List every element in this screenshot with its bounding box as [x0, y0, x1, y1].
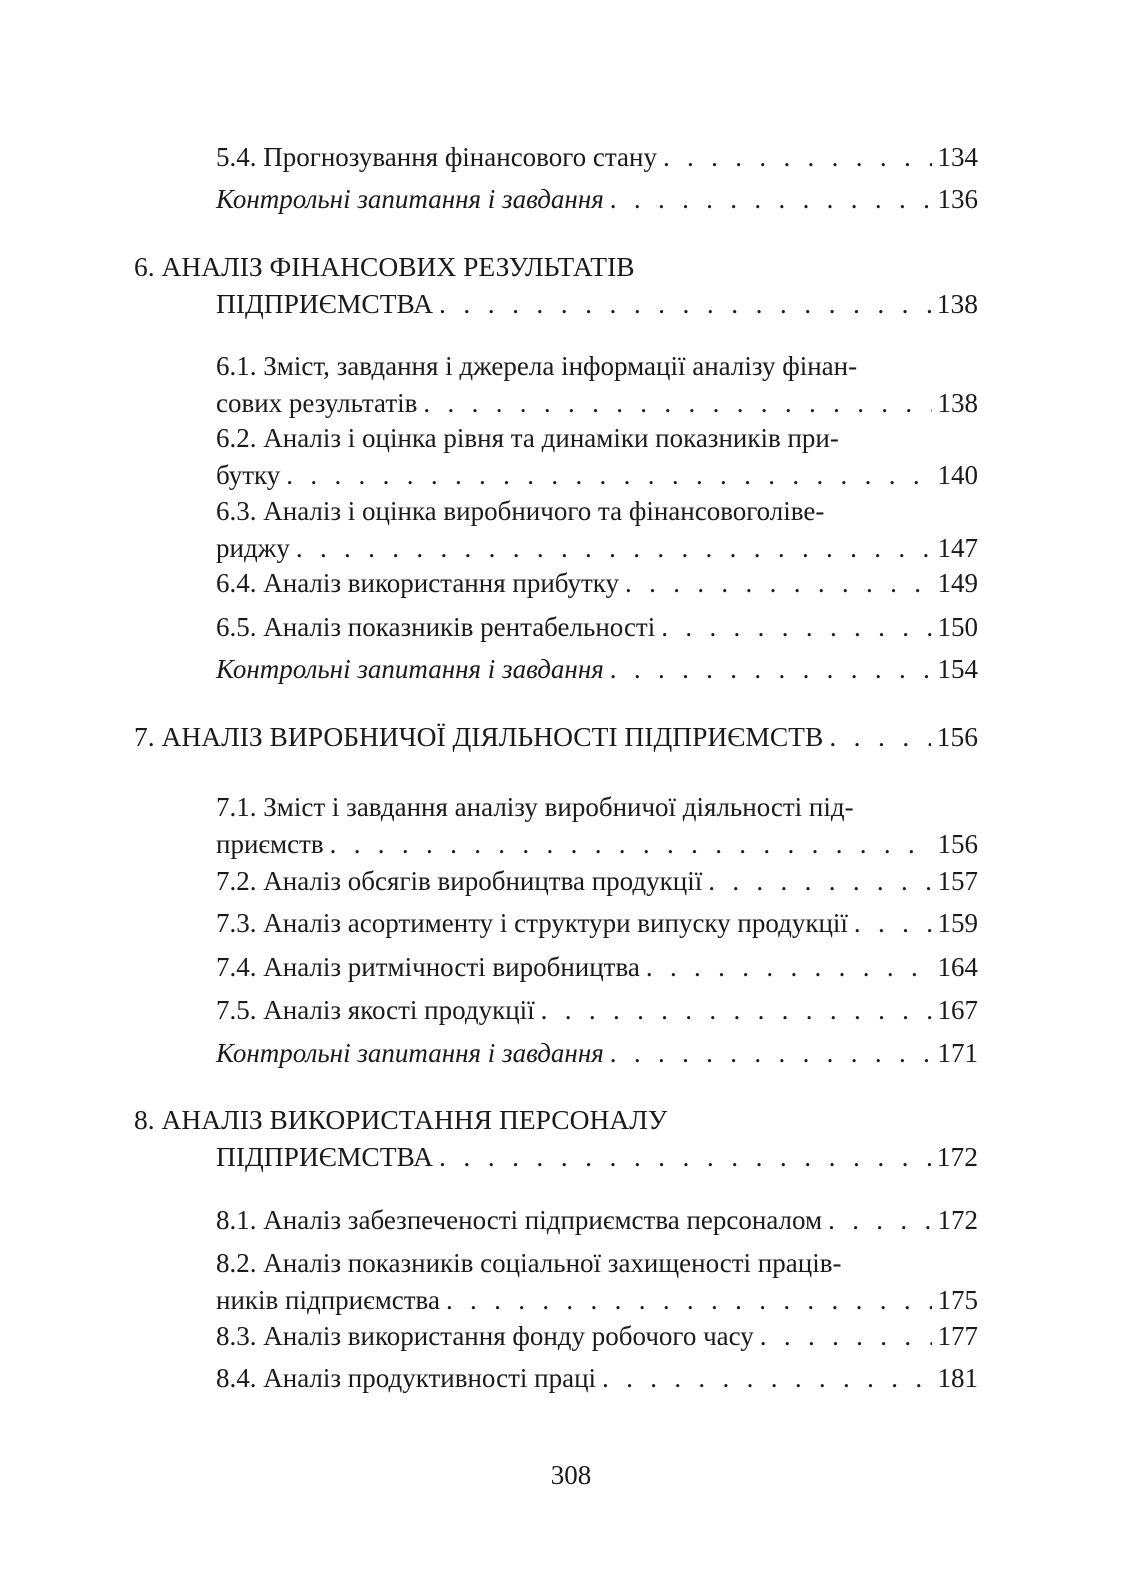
- dot-leader: [822, 1203, 931, 1237]
- dot-leader: [640, 950, 932, 984]
- toc-entry-title: 7.4. Аналіз ритмічності виробництва: [216, 952, 640, 982]
- dot-leader: [604, 1036, 932, 1070]
- toc-entry-title: Контрольні запитання і завдання: [216, 654, 604, 684]
- toc-page-number: 147: [937, 533, 978, 563]
- dot-leader: [657, 140, 932, 174]
- toc-entry-title: ПІДПРИЄМСТВА: [216, 288, 434, 319]
- dot-leader: [702, 864, 931, 898]
- toc-entry-title: 6.1. Зміст, завдання і джерела інформації аналізу фінан-: [216, 351, 858, 381]
- toc-entry-title: 7.3. Аналіз асортименту і структури випуску продукції: [216, 908, 848, 938]
- toc-entry-title: 8.4. Аналіз продуктивності праці: [216, 1363, 597, 1393]
- toc-entry-line: [216, 827, 978, 861]
- dot-leader: [280, 458, 931, 492]
- toc-entry-title: Контрольні запитання і завдання: [216, 1038, 604, 1068]
- toc-page-number: 136: [937, 184, 978, 214]
- toc-entry-title: риджу: [216, 533, 290, 563]
- toc-entry-line: [216, 182, 978, 216]
- toc-entry-title: 8. АНАЛІЗ ВИКОРИСТАННЯ ПЕРСОНАЛУ: [134, 1104, 668, 1135]
- dot-leader: [596, 1361, 931, 1395]
- dot-leader: [848, 906, 932, 940]
- toc-page-number: 138: [937, 388, 978, 418]
- toc-entry-line: [216, 349, 857, 383]
- toc-entry-line: [216, 566, 978, 600]
- toc-chapter-line: [134, 1103, 667, 1137]
- page-number: 308: [550, 1460, 592, 1490]
- toc-entry-title: 8.2. Аналіз показників соціальної захищеності праців-: [216, 1248, 842, 1278]
- toc-entry-line: [216, 652, 978, 686]
- toc-chapter-line: [134, 250, 635, 284]
- dot-leader: [417, 386, 931, 420]
- toc-entry-line: [216, 140, 978, 174]
- toc-entry-line: [216, 864, 978, 898]
- toc-entry-title: 5.4. Прогнозування фінансового стану: [216, 142, 657, 172]
- dot-leader: [324, 827, 932, 861]
- toc-entry-title: 6.3. Аналіз і оцінка виробничого та фінансовоголіве-: [216, 496, 825, 526]
- toc-entry-title: бутку: [216, 460, 281, 490]
- dot-leader: [535, 993, 932, 1027]
- toc-entry-title: 7.2. Аналіз обсягів виробництва продукції: [216, 866, 703, 896]
- toc-entry-line: [216, 1246, 841, 1280]
- toc-entry-line: [216, 1203, 978, 1237]
- toc-page-number: 157: [937, 866, 978, 896]
- toc-page-number: 181: [937, 1363, 978, 1393]
- dot-leader: [604, 652, 932, 686]
- toc-page-number: 172: [936, 1141, 978, 1172]
- toc-page-number: 177: [937, 1321, 978, 1351]
- toc-page-number: 171: [937, 1038, 978, 1068]
- toc-entry-title: 6.4. Аналіз використання прибутку: [216, 568, 620, 598]
- toc-entry-line: [216, 1361, 978, 1395]
- toc-entry-line: [216, 906, 978, 940]
- toc-entry-title: ників підприємства: [216, 1285, 440, 1315]
- toc-entry-title: 6.5. Аналіз показників рентабельності: [216, 612, 656, 642]
- dot-leader: [604, 182, 932, 216]
- toc-entry-title: 8.1. Аналіз забезпеченості підприємства персоналом: [216, 1205, 823, 1235]
- toc-page-number: 150: [937, 612, 978, 642]
- toc-entry-line: [216, 421, 839, 455]
- toc-page-number: 140: [937, 460, 978, 490]
- toc-page-number: 172: [937, 1205, 978, 1235]
- dot-leader: [619, 566, 931, 600]
- toc-page-number: 156: [936, 721, 978, 752]
- toc-entry-line: [216, 494, 824, 528]
- toc-entry-line: [216, 790, 854, 824]
- dot-leader: [823, 720, 930, 754]
- toc-entry-line: [216, 1319, 978, 1353]
- dot-leader: [754, 1319, 932, 1353]
- dot-leader: [433, 287, 931, 321]
- dot-leader: [290, 531, 932, 565]
- toc-entry-line: [216, 1036, 978, 1070]
- toc-page-number: 138: [936, 288, 978, 319]
- toc-entry-line: [216, 386, 978, 420]
- toc-entry-title: Контрольні запитання і завдання: [216, 184, 604, 214]
- toc-chapter-line: [216, 287, 978, 321]
- toc-entry-line: [216, 993, 978, 1027]
- toc-page-number: 156: [937, 829, 978, 859]
- dot-leader: [440, 1283, 932, 1317]
- toc-entry-line: [216, 610, 978, 644]
- toc-entry-title: 6.2. Аналіз і оцінка рівня та динаміки показників при-: [216, 423, 839, 453]
- toc-entry-title: 8.3. Аналіз використання фонду робочого часу: [216, 1321, 754, 1351]
- toc-entry-title: 6. АНАЛІЗ ФІНАНСОВИХ РЕЗУЛЬТАТІВ: [134, 251, 635, 282]
- toc-entry-title: 7.5. Аналіз якості продукції: [216, 995, 535, 1025]
- toc-entry-line: [216, 458, 978, 492]
- toc-chapter-line: [134, 720, 978, 754]
- dot-leader: [433, 1140, 931, 1174]
- toc-page-number: 175: [937, 1285, 978, 1315]
- toc-entry-line: [216, 1283, 978, 1317]
- dot-leader: [655, 610, 931, 644]
- toc-page-number: 149: [937, 568, 978, 598]
- toc-page-number: 159: [937, 908, 978, 938]
- toc-page-number: 154: [937, 654, 978, 684]
- toc-entry-title: 7.1. Зміст і завдання аналізу виробничої діяльності під-: [216, 792, 854, 822]
- toc-entry-title: сових результатів: [216, 388, 418, 418]
- toc-entry-title: 7. АНАЛІЗ ВИРОБНИЧОЇ ДІЯЛЬНОСТІ ПІДПРИЄМСТВ: [134, 721, 824, 752]
- toc-page-number: 134: [937, 142, 978, 172]
- toc-entry-line: [216, 531, 978, 565]
- toc-page-number: 164: [937, 952, 978, 982]
- toc-entry-line: [216, 950, 978, 984]
- toc-entry-title: приємств: [216, 829, 324, 859]
- toc-page-number: 167: [937, 995, 978, 1025]
- toc-chapter-line: [216, 1140, 978, 1174]
- toc-entry-title: ПІДПРИЄМСТВА: [216, 1141, 434, 1172]
